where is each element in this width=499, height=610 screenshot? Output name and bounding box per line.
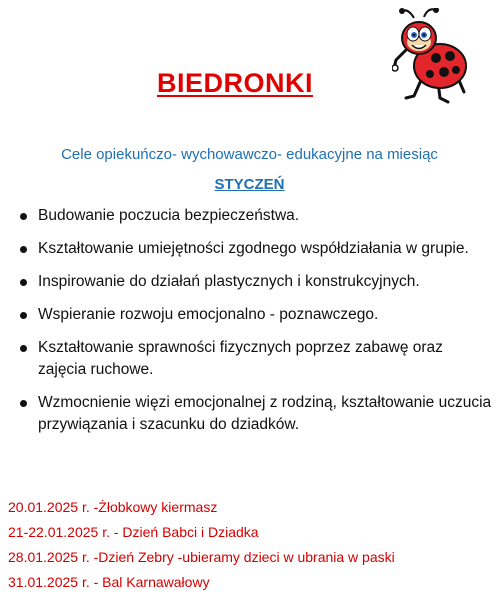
- events-list: [8, 497, 493, 597]
- goal-text: Budowanie poczucia bezpieczeństwa.: [38, 207, 300, 224]
- goal-item: [18, 304, 493, 326]
- ladybug-icon: [392, 8, 470, 106]
- event-item: 31.01.2025 r. - Bal Karnawałowy: [8, 574, 210, 590]
- bullet-icon: [20, 279, 27, 286]
- bullet-icon: [20, 246, 27, 253]
- event-item: 28.01.2025 r. -Dzień Zebry -ubieramy dzieci w ubrania w paski: [8, 549, 395, 565]
- bullet-icon: [20, 312, 27, 319]
- goal-text: Kształtowanie sprawności fizycznych poprzez zabawę oraz zajęcia ruchowe.: [38, 339, 443, 378]
- bullet-icon: [20, 345, 27, 352]
- goal-item: [18, 238, 493, 260]
- bullet-icon: [20, 213, 27, 220]
- goal-item: [18, 271, 493, 293]
- page-title: BIEDRONKI: [156, 68, 313, 98]
- goal-item: [18, 392, 493, 436]
- goals-list: [18, 205, 493, 447]
- event-item: 20.01.2025 r. -Żłobkowy kiermasz: [8, 499, 218, 515]
- bullet-icon: [20, 400, 27, 407]
- goal-item: [18, 337, 493, 381]
- event-item: 21-22.01.2025 r. - Dzień Babci i Dziadka: [8, 524, 259, 540]
- goals-heading: Cele opiekuńczo- wychowawczo- edukacyjne na miesiąc: [61, 146, 438, 163]
- goal-item: [18, 205, 493, 227]
- goal-text: Wzmocnienie więzi emocjonalnej z rodziną, kształtowanie uczucia przywiązania i szacunku do dziadków.: [38, 394, 492, 433]
- goal-text: Wspieranie rozwoju emocjonalno - poznawczego.: [38, 306, 379, 323]
- goal-text: Kształtowanie umiejętności zgodnego współdziałania w grupie.: [38, 240, 469, 257]
- goal-text: Inspirowanie do działań plastycznych i konstrukcyjnych.: [38, 273, 420, 290]
- month-heading: STYCZEŃ: [214, 176, 285, 193]
